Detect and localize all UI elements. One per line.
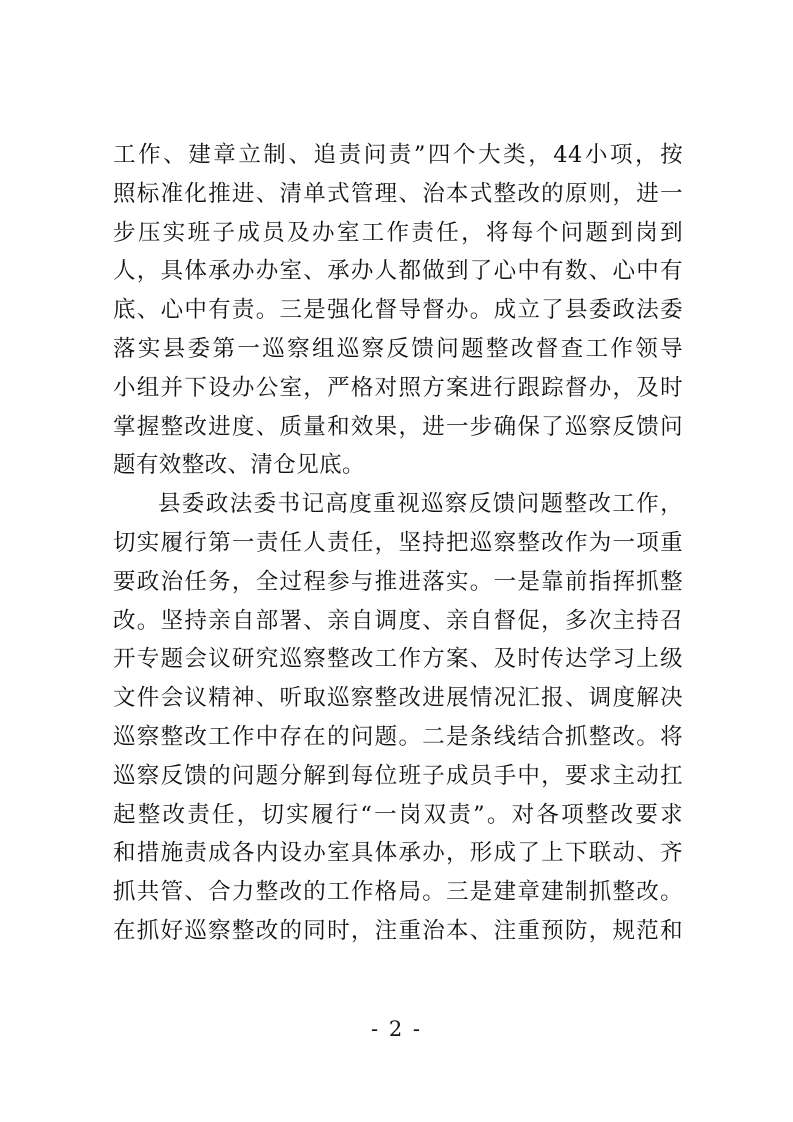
page-number: - 2 -: [371, 1017, 422, 1041]
text-line: 和措施责成各内设办室具体承办，形成了上下联动、齐: [113, 840, 683, 867]
text-line: 巡察反馈的问题分解到每位班子成员手中，要求主动扛: [113, 762, 683, 789]
body-text: [113, 136, 683, 951]
text-line: 步压实班子成员及办室工作责任，将每个问题到岗到: [113, 219, 683, 246]
text-line: 起整改责任，切实履行“一岗双责”。对各项整改要求: [113, 801, 683, 828]
text-line: 抓共管、合力整改的工作格局。三是建章建制抓整改。: [113, 879, 683, 906]
text-line: 县委政法委书记高度重视巡察反馈问题整改工作，: [158, 491, 683, 518]
paragraph-2: [113, 485, 683, 951]
text-line: 掌握整改进度、质量和效果，进一步确保了巡察反馈问: [113, 413, 683, 440]
text-line: 文件会议精神、听取巡察整改进展情况汇报、调度解决: [113, 685, 683, 712]
text-line: 落实县委第一巡察组巡察反馈问题整改督查工作领导: [113, 335, 683, 362]
text-line: 开专题会议研究巡察整改工作方案、及时传达学习上级: [113, 646, 683, 673]
text-line: 改。坚持亲自部署、亲自调度、亲自督促，多次主持召: [113, 607, 683, 634]
text-line: 工作、建章立制、追责问责”四个大类，44小项，按: [113, 142, 683, 168]
text-line: 人，具体承办办室、承办人都做到了心中有数、心中有: [113, 258, 683, 285]
text-line: 巡察整改工作中存在的问题。二是条线结合抓整改。将: [113, 723, 683, 750]
text-line: 照标准化推进、清单式管理、治本式整改的原则，进一: [113, 180, 683, 207]
text-line: 小组并下设办公室，严格对照方案进行跟踪督办，及时: [113, 374, 683, 401]
text-line: 在抓好巡察整改的同时，注重治本、注重预防，规范和: [113, 917, 683, 944]
text-line: 切实履行第一责任人责任，坚持把巡察整改作为一项重: [113, 529, 683, 556]
text-line: 题有效整改、清仓见底。: [113, 452, 365, 479]
paragraph-1: [113, 136, 683, 485]
text-line: 要政治任务，全过程参与推进落实。一是靠前指挥抓整: [113, 568, 683, 595]
text-line: 底、心中有责。三是强化督导督办。成立了县委政法委: [113, 297, 683, 324]
